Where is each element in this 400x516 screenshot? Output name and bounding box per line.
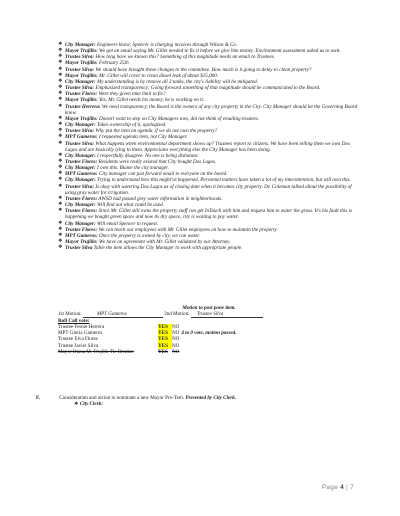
speaker-text: City manager can just forward email to everyone on the board. xyxy=(97,171,228,178)
vote-note: 4 to 0 vote, motion passed. xyxy=(181,330,237,337)
speaker-text: Emphasized transparency; Going forward something of that magnitude should be communicated to the Board. xyxy=(94,85,321,92)
speaker-text: Table the item allows the City Manager to work with appropriate people. xyxy=(92,245,243,252)
speaker-text: We need transparency, the Board is the owners of any city property in the City. City Manager should let the Governing Board know. xyxy=(65,103,358,116)
diamond-bullet-icon: ❖ xyxy=(58,91,63,97)
vote-yes: YES xyxy=(158,336,172,342)
speaker-name: Trustee Silva: xyxy=(65,140,95,147)
voter-name: Trustee Elva Flores xyxy=(58,336,98,343)
diamond-bullet-icon: ❖ xyxy=(58,128,63,134)
speaker-name: Trustee Silva: xyxy=(65,128,95,135)
speaker-name: MPT Gameros: xyxy=(65,134,98,141)
diamond-bullet-icon: ❖ xyxy=(58,54,63,60)
speaker-text: Once the property is owned by city, we can water. xyxy=(97,232,200,239)
speaker-text: Mr. Gillet will cover to clean diesel leak of about $15,000. xyxy=(97,72,219,79)
section-letter: F. xyxy=(36,395,40,401)
speaker-name: Trustee Flores: xyxy=(65,208,98,215)
diamond-bullet-icon: ❖ xyxy=(58,202,63,208)
diamond-bullet-icon: ❖ xyxy=(58,208,63,214)
vote-no: NO xyxy=(172,342,180,349)
voter-name: Mayor Diana M. Trujillo Tie Breaker xyxy=(58,348,134,355)
speaker-name: MPT Gameros: xyxy=(65,171,98,178)
diamond-bullet-icon: ❖ xyxy=(58,97,63,103)
diamond-bullet-icon: ❖ xyxy=(58,115,63,121)
diamond-bullet-icon: ❖ xyxy=(58,66,63,72)
speaker-name: Mayor Trujillo: xyxy=(65,97,98,104)
section-f-sub xyxy=(36,401,356,407)
speaker-text: My understanding is by remove all 3 tanks, the city's liability will be mitigated. xyxy=(95,78,258,85)
speaker-text: We can teach our employees with Mr. Gillet employees on how to maintain the property. xyxy=(97,226,278,233)
diamond-bullet-icon: ❖ xyxy=(58,158,63,164)
speaker-text: We got an email saying Mr. Gillet needed to fix it before we give him money. Environment assessment asked us to wait. xyxy=(97,48,341,55)
speaker-name: Trustee Silva: xyxy=(65,54,95,61)
vote-row xyxy=(58,349,236,355)
section-f-presenter: Presented by City Clerk. xyxy=(185,395,237,401)
diamond-bullet-icon: ❖ xyxy=(58,122,63,128)
speaker-name: City Manager: xyxy=(65,152,96,159)
speaker-text: I requested agenda item, not City Manager. xyxy=(97,134,188,141)
speaker-name: Trustee Flores: xyxy=(65,158,98,165)
speaker-text: Doesn't want to step on City Managers toes, did not think of emailing trustees. xyxy=(97,115,260,122)
voter-name: Trustee Fernie Herrera xyxy=(58,324,105,331)
speaker-text: Engineers know; Spencer is charging invoices through Wilson & Co. xyxy=(95,42,238,48)
footer-current: 4 xyxy=(340,484,345,491)
discussion-item xyxy=(58,208,360,220)
roll-call-table xyxy=(58,324,236,354)
diamond-bullet-icon: ❖ xyxy=(58,195,63,201)
diamond-bullet-icon: ❖ xyxy=(58,140,63,146)
speaker-name: Mayor Trujillo: xyxy=(65,239,98,245)
speaker-text: We have an agreement with Mr. Gillet validated by our Attorney. xyxy=(97,239,231,245)
voter-name: MPT Gloria Gameros xyxy=(58,330,103,337)
speaker-text: I own this. Blame the city manager. xyxy=(95,165,169,172)
vote-no: NO xyxy=(172,330,180,337)
speaker-text: Were they given time limit to fix? xyxy=(97,91,166,98)
vote-yes: YES xyxy=(158,343,172,349)
speaker-text: I respectfully disagree: No one is being dishonest. xyxy=(95,152,199,159)
speaker-name: MPT Gameros: xyxy=(65,232,98,239)
speaker-text: Trying to understand how this might've happened. Personnel matters have taken a lot of my time/attention, but will own this. xyxy=(95,177,351,184)
section-f-text: Consideration and action to nominate a new Mayor Pro-Tem. xyxy=(59,395,185,401)
first-motion-value: MPT Gameros xyxy=(83,311,163,318)
speaker-name: City Manager: xyxy=(65,42,96,48)
discussion-list xyxy=(58,42,360,251)
speaker-name: Trustee Herrera: xyxy=(65,103,101,110)
diamond-bullet-icon: ❖ xyxy=(58,48,63,54)
speaker-name: Trustee Flores: xyxy=(65,226,98,233)
speaker-name: City Manager: xyxy=(65,122,96,129)
speaker-name: Trustee Flores: xyxy=(65,195,98,202)
second-motion-label: 2nd Motion: xyxy=(164,311,190,318)
diamond-bullet-icon: ❖ xyxy=(58,152,63,158)
discussion-item xyxy=(58,104,360,116)
vote-no: NO xyxy=(172,348,180,355)
speaker-name: Trustee Silva: xyxy=(65,85,95,92)
diamond-bullet-icon: ❖ xyxy=(58,171,63,177)
motion-title: Motion to post pone item. xyxy=(182,305,236,311)
speaker-text: February 25th xyxy=(97,60,129,67)
motion-line xyxy=(58,311,360,318)
diamond-bullet-icon: ❖ xyxy=(58,78,63,84)
diamond-bullet-icon: ❖ xyxy=(58,183,63,189)
speaker-text: Is okay with watering Dos Lagos as of closing date when it becomes city property. Dr. Coleman talked about the possibility of using gray water for irrigation. xyxy=(65,183,352,196)
vote-yes: YES xyxy=(158,324,172,330)
diamond-bullet-icon: ❖ xyxy=(58,72,63,78)
diamond-bullet-icon: ❖ xyxy=(58,60,63,66)
speaker-name: Mayor Trujillo: xyxy=(65,60,98,67)
diamond-bullet-icon: ❖ xyxy=(58,165,63,171)
diamond-bullet-icon: ❖ xyxy=(58,85,63,91)
motion-block xyxy=(58,305,360,355)
diamond-bullet-icon: ❖ xyxy=(58,232,63,238)
speaker-name: Mayor Trujillo: xyxy=(65,115,98,122)
footer-total: 7 xyxy=(350,484,355,491)
speaker-text: Residents were really existed that City bought Dos Lagos. xyxy=(97,158,217,165)
speaker-text: AWSD had passed grey water information in neighborhoods. xyxy=(97,195,223,202)
footer-sep: | xyxy=(346,484,349,491)
speaker-name: City Manager: xyxy=(65,78,96,85)
voter-name: Trustee Javier Silva xyxy=(58,342,99,349)
footer-label: Page xyxy=(322,484,339,491)
speaker-name: Mayor Trujillo: xyxy=(65,72,98,79)
speaker-text: What happens when environmental department shows up? Trustees report to citizens. We have been telling them we own Dos Lagos and are basically lying to them. Appreciates everything else the City Manager has been doing. xyxy=(65,140,350,153)
vote-yes: YES xyxy=(158,330,172,336)
diamond-bullet-icon: ❖ xyxy=(58,134,63,140)
section-f xyxy=(36,395,356,407)
page-footer xyxy=(322,484,354,491)
first-motion-label: 1st Motion: xyxy=(58,311,82,318)
speaker-text: How long have we known this? Something of this magnitude needs an email to Trustees. xyxy=(94,54,275,61)
diamond-bullet-icon: ❖ xyxy=(58,103,63,109)
speaker-text: Since Mr. Gillet still owns the property staff can get InTouch with him and request him to water the grass. It's his fault this is happening we bought green space and now its dry space, city is waiting to pay water. xyxy=(65,208,353,221)
speaker-name: Trustee Silva xyxy=(65,245,93,252)
diamond-bullet-icon: ❖ xyxy=(58,42,63,47)
speaker-name: Trustee Silva: xyxy=(65,66,95,73)
speaker-text: Will find out what could be used. xyxy=(95,202,164,209)
section-f-speaker: City Clerk: xyxy=(79,401,103,408)
speaker-name: Mayor Trujillo: xyxy=(65,48,98,55)
diamond-bullet-icon: ❖ xyxy=(58,245,63,251)
speaker-name: Trustee Flores: xyxy=(65,91,98,98)
speaker-name: City Manager: xyxy=(65,220,96,227)
vote-yes: YES xyxy=(158,348,168,355)
speaker-text: Takes ownership of it, apologized. xyxy=(95,122,167,129)
second-motion-value: Trustee Silva xyxy=(191,311,263,318)
speaker-name: City Manager: xyxy=(65,177,96,184)
diamond-bullet-icon: ❖ xyxy=(58,226,63,232)
diamond-bullet-icon: ❖ xyxy=(58,220,63,226)
discussion-item xyxy=(58,141,360,153)
speaker-name: City Manager: xyxy=(65,202,96,209)
diamond-bullet-icon: ❖ xyxy=(74,401,79,408)
vote-no: NO xyxy=(172,336,180,343)
diamond-bullet-icon: ❖ xyxy=(58,177,63,183)
discussion-item xyxy=(58,184,360,196)
speaker-text: We should have brought these changes to the committee. How much is it going to delay to clean property? xyxy=(94,66,312,73)
discussion-item xyxy=(58,245,360,251)
roll-call-label: Roll Call vote: xyxy=(58,318,90,325)
diamond-bullet-icon: ❖ xyxy=(58,239,63,244)
speaker-text: Yes, Mr. Gillet needs his money, he is working on it. xyxy=(97,97,205,104)
speaker-name: Trustee Silva: xyxy=(65,183,95,190)
speaker-text: Will email Spencer to request. xyxy=(95,220,159,227)
speaker-name: City Manager: xyxy=(65,165,96,172)
speaker-text: Why put the item on agenda, if we do not own the property? xyxy=(94,128,218,135)
vote-note xyxy=(179,349,236,355)
vote-no: NO xyxy=(172,324,180,331)
